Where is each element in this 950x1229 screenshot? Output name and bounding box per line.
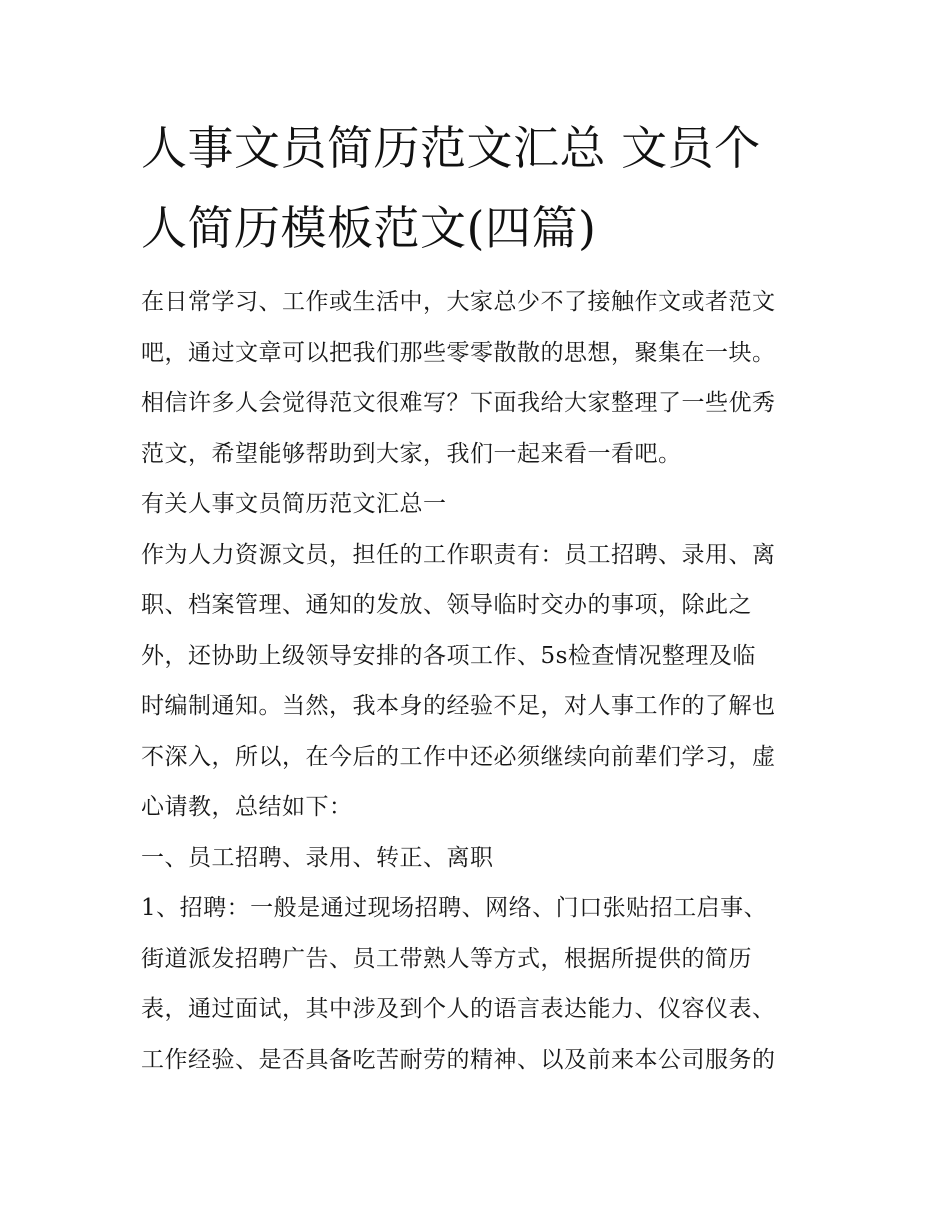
body-line-7: 职、档案管理、通知的发放、领导临时交办的事项，除此之: [141, 592, 752, 618]
body-line-16: 工作经验、是否具备吃苦耐劳的精神、以及前来本公司服务的: [141, 1047, 776, 1073]
body-line-8: 外，还协助上级领导安排的各项工作、5s检查情况整理及临: [141, 643, 756, 669]
body-line-10: 不深入，所以，在今后的工作中还必须继续向前辈们学习，虚: [141, 744, 776, 770]
body-line-2: 吧，通过文章可以把我们那些零零散散的思想，聚集在一块。: [141, 340, 776, 366]
body-line-3: 相信许多人会觉得范文很难写？下面我给大家整理了一些优秀: [141, 390, 776, 416]
body-line-9: 时编制通知。当然，我本身的经验不足，对人事工作的了解也: [141, 693, 776, 719]
body-line-4: 范文，希望能够帮助到大家，我们一起来看一看吧。: [141, 441, 682, 467]
section-heading-2: 一、员工招聘、录用、转正、离职: [141, 845, 494, 871]
body-line-1: 在日常学习、工作或生活中，大家总少不了接触作文或者范文: [141, 289, 776, 315]
body-line-13: 1、招聘：一般是通过现场招聘、网络、门口张贴招工启事、: [141, 895, 768, 921]
body-line-14: 街道派发招聘广告、员工带熟人等方式，根据所提供的简历: [141, 946, 752, 972]
document-title-line-2: 人简历模板范文(四篇): [141, 201, 597, 255]
body-line-11: 心请教，总结如下：: [141, 794, 353, 820]
section-heading-1: 有关人事文员简历范文汇总一: [141, 491, 447, 517]
body-line-15: 表，通过面试，其中涉及到个人的语言表达能力、仪容仪表、: [141, 996, 776, 1022]
body-line-6: 作为人力资源文员，担任的工作职责有：员工招聘、录用、离: [141, 542, 776, 568]
document-title-line-1: 人事文员简历范文汇总 文员个: [141, 121, 761, 175]
